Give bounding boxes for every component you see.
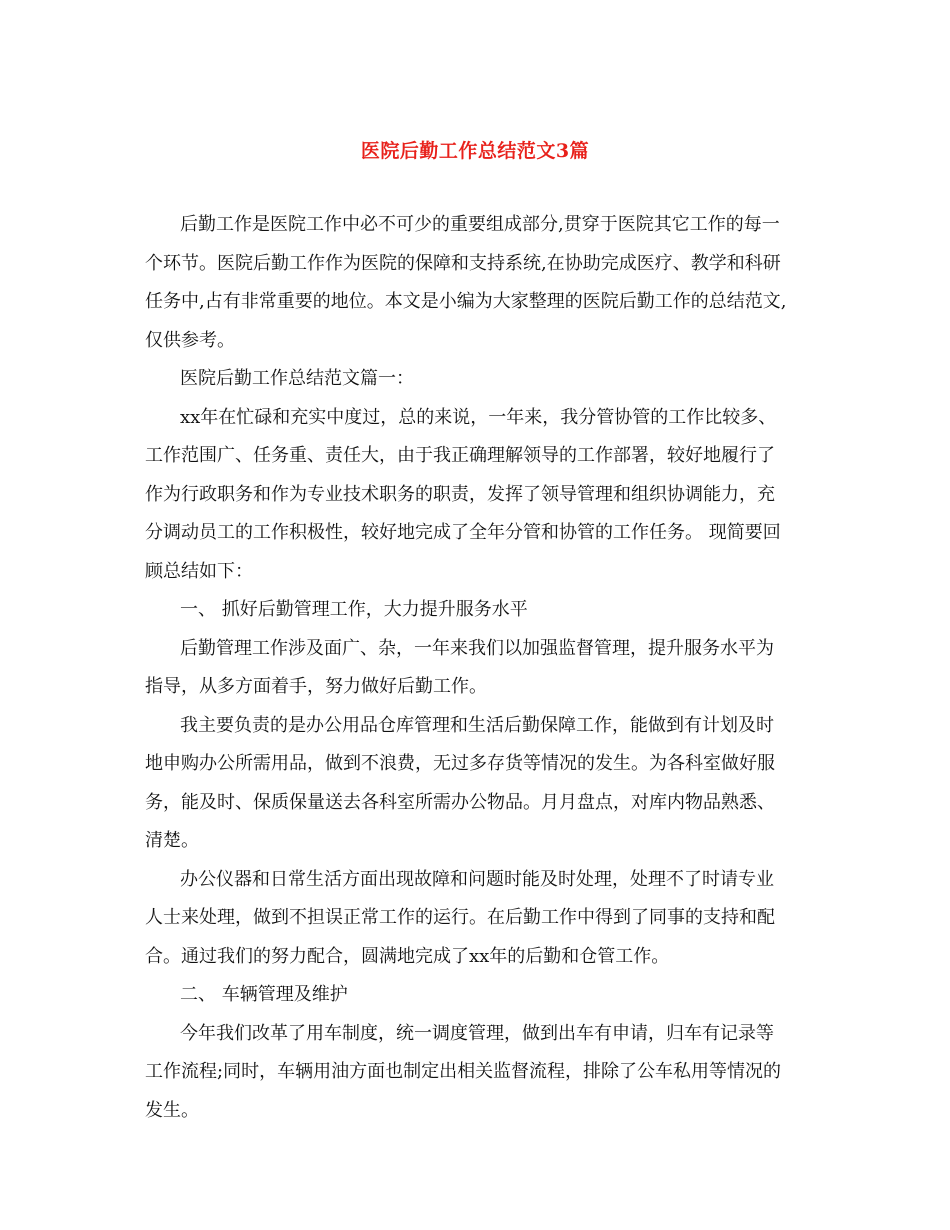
text-line: 发生。 [145,1099,199,1121]
text-line: 医院后勤工作总结范文篇一： [180,368,414,389]
text-line: 个环节。医院后勤工作作为医院的保障和支持系统,在协助完成医疗、教学和科研 [145,252,781,274]
text-line: 今年我们改革了用车制度，统一调度管理，做到出车有申请，归车有记录等 [180,1022,774,1044]
text-line: 地申购办公所需用品，做到不浪费，无过多存货等情况的发生。为各科室做好服 [145,753,775,774]
text-line: 分调动员工的工作积极性，较好地完成了全年分管和协管的工作任务。 现简要回 [145,522,781,543]
text-line: 一、 抓好后勤管理工作，大力提升服务水平 [180,599,528,620]
text-line: 清楚。 [145,830,199,851]
text-line: 工作流程;同时，车辆用油方面也制定出相关监督流程，排除了公车私用等情况的 [145,1061,782,1082]
text-line: 作为行政职务和作为专业技术职务的职责，发挥了领导管理和组织协调能力，充 [145,483,775,505]
text-line: xx年在忙碌和充实中度过，总的来说，一年来，我分管协管的工作比较多、 [180,406,777,428]
text-line: 二、 车辆管理及维护 [180,984,348,1005]
text-line: 指导，从多方面着手，努力做好后勤工作。 [145,676,487,697]
text-line: 后勤管理工作涉及面广、杂，一年来我们以加强监督管理，提升服务水平为 [180,637,774,659]
text-line: 人士来处理，做到不担误正常工作的运行。在后勤工作中得到了同事的支持和配 [145,907,775,928]
text-line: 仅供参考。 [145,329,235,351]
text-line: 任务中,占有非常重要的地位。本文是小编为大家整理的医院后勤工作的总结范文, [145,291,787,312]
text-line: 我主要负责的是办公用品仓库管理和生活后勤保障工作，能做到有计划及时 [180,714,774,736]
text-line: 工作范围广、任务重、责任大，由于我正确理解领导的工作部署，较好地履行了 [145,445,775,466]
text-line: 合。通过我们的努力配合，圆满地完成了xx年的后勤和仓管工作。 [145,945,670,967]
document-title: 医院后勤工作总结范文3篇 [360,140,590,162]
text-line: 顾总结如下： [145,560,253,582]
text-line: 办公仪器和日常生活方面出现故障和问题时能及时处理，处理不了时请专业 [180,868,774,890]
text-line: 后勤工作是医院工作中必不可少的重要组成部分,贯穿于医院其它工作的每一 [180,214,780,235]
text-line: 务，能及时、保质保量送去各科室所需办公物品。月月盘点，对库内物品熟悉、 [145,791,775,813]
document-body [145,206,805,1130]
